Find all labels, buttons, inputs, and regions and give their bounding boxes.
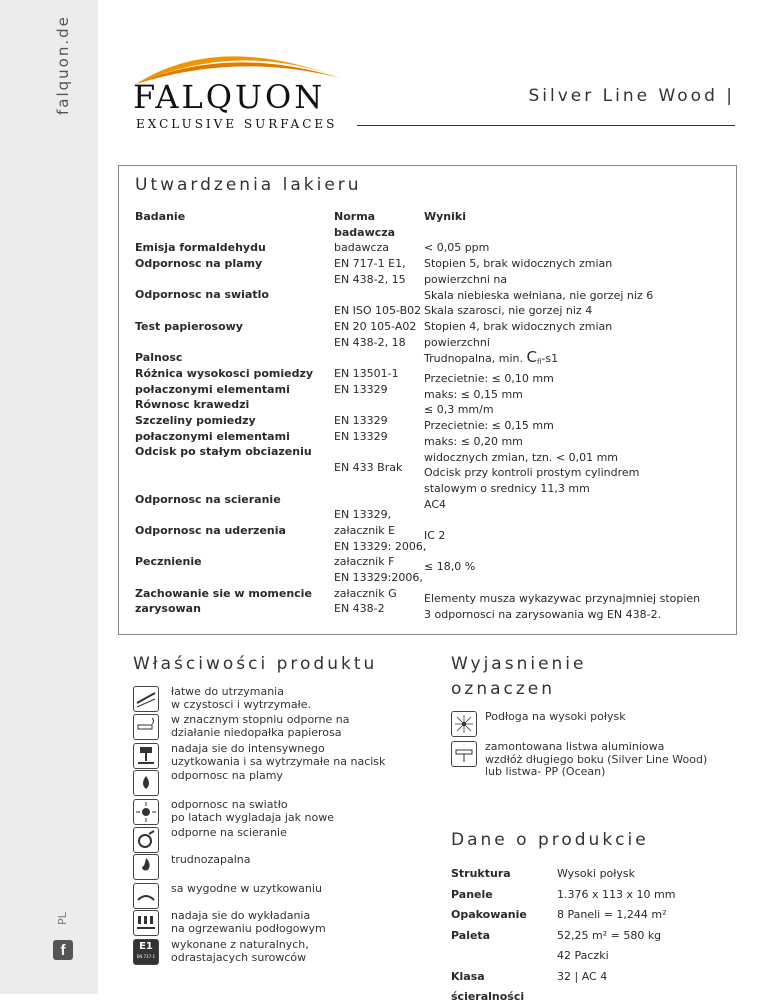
production-value: 52,25 m² = 580 kg (557, 928, 662, 942)
test-name (135, 272, 325, 288)
test-result (424, 418, 734, 434)
test-name: Odpornosc na plamy (135, 257, 263, 271)
test-result (424, 335, 734, 351)
sidebar (0, 0, 98, 994)
header-divider (357, 125, 735, 126)
facebook-icon[interactable]: f (53, 940, 73, 960)
test-result-text: Trudnopalna, min. (424, 352, 524, 366)
test-norm (334, 476, 434, 492)
language-label: PL (56, 912, 69, 925)
test-norm (334, 288, 434, 304)
property-line: odrastajacych surowców (171, 950, 307, 964)
production-row (451, 864, 675, 885)
test-name (135, 460, 325, 476)
property-line: po latach wygladaja jak nowe (171, 810, 335, 824)
test-norm: EN 13329:2006, (334, 571, 423, 585)
e1-label: E1 (139, 941, 153, 952)
test-name: Szczeliny pomiedzy (135, 414, 256, 428)
explanation-title-line2: oznaczen (451, 679, 556, 699)
test-result-text: Przecietnie: ≤ 0,15 mm (424, 419, 554, 433)
test-name: Odpornosc na uderzenia (135, 523, 286, 537)
test-result (424, 303, 734, 319)
explanation-text (485, 741, 745, 779)
test-name: połaczonymi elementami (135, 429, 290, 443)
test-result-text: powierzchni na (424, 272, 508, 286)
test-result (424, 497, 734, 513)
production-title: Dane o produkcie (451, 830, 649, 850)
brand-name: FALQUON (133, 78, 326, 116)
property-line: nadaja sie do intensywnego (171, 742, 325, 755)
test-name (135, 335, 325, 351)
test-result-text: Skala niebieska wełniana, nie gorzej niz 6 (424, 288, 654, 302)
test-result (424, 528, 734, 544)
cigarette-resistant-icon (133, 714, 159, 740)
production-key: Klasa ścieralności (451, 969, 525, 1003)
property-line: sa wygodne w uzytkowaniu (171, 882, 322, 895)
production-key (451, 946, 557, 967)
test-result-text: maks: ≤ 0,15 mm (424, 387, 523, 401)
lacquer-table (118, 165, 737, 635)
test-name: połaczonymi elementami (135, 382, 290, 396)
test-norm: EN 433 Brak (334, 461, 403, 475)
property-line: odpornosc na swiatło (171, 798, 288, 811)
property-line: uzytkowania i sa wytrzymałe na nacisk (171, 754, 386, 768)
stain-resistant-icon (133, 770, 159, 796)
test-result (424, 559, 734, 575)
property-line: na ogrzewaniu podłogowym (171, 921, 326, 935)
test-name: Różnica wysokosci pomiedzy (135, 366, 314, 380)
high-gloss-icon (451, 711, 477, 737)
test-norm: EN 438-2, 15 (334, 272, 406, 286)
test-norm: załacznik E (334, 523, 396, 537)
test-norm: EN 13329 (334, 429, 388, 443)
underfloor-heating-icon (133, 910, 159, 936)
production-row (451, 967, 675, 1008)
production-key: Opakowanie (451, 908, 527, 921)
test-result-text: 3 odpornosci na zarysowania wg EN 438-2. (424, 607, 662, 621)
property-line: odpornosc na plamy (171, 769, 283, 782)
test-norm (334, 350, 434, 366)
test-result-text: Stopien 5, brak widocznych zmian (424, 257, 613, 271)
brand-tagline: EXCLUSIVE SURFACES (136, 117, 338, 131)
comfort-icon (133, 883, 159, 909)
explanation-line: wzdłóż długiego boku (Silver Line Wood) (485, 752, 708, 766)
test-result (424, 256, 734, 272)
header-result: Wyniki (424, 210, 466, 223)
test-result (424, 607, 734, 623)
test-result-text: Elementy musza wykazywac przynajmniej stopien (424, 591, 701, 605)
lacquer-title: Utwardzenia lakieru (135, 175, 362, 195)
test-result (424, 450, 734, 466)
property-text (171, 799, 401, 824)
e1-sublabel: EN 717-1 (136, 954, 156, 959)
production-key: Panele (451, 887, 493, 901)
test-norm: EN 438-2 (334, 602, 385, 616)
test-name (135, 225, 325, 241)
test-norm: EN 13329 (334, 414, 388, 428)
test-result-text: ≤ 0,3 mm/m (424, 403, 494, 417)
test-result (424, 575, 734, 591)
test-name: Odpornosc na swiatlo (135, 288, 269, 302)
test-result (424, 240, 734, 256)
test-norm: EN 20 105-A02 (334, 319, 417, 333)
test-result (424, 350, 734, 371)
test-name (135, 507, 325, 523)
test-name: Test papierosowy (135, 319, 243, 333)
header-test: Badanie (135, 210, 186, 223)
fire-class-main: C (526, 348, 537, 367)
property-text (171, 883, 401, 896)
test-norm: EN 13329: 2006, (334, 539, 427, 553)
light-fast-icon (133, 799, 159, 825)
production-table (451, 864, 675, 1008)
fire-class-suffix: -s1 (541, 352, 559, 366)
production-value: Wysoki połysk (557, 867, 636, 880)
test-norm: EN 717-1 E1, (334, 257, 406, 271)
test-norm: EN ISO 105-B02 (334, 304, 422, 318)
property-line: nadaja sie do wykładania (171, 909, 311, 922)
property-line: łatwe do utrzymania (171, 685, 284, 698)
test-norm: załacznik G (334, 586, 397, 600)
test-name: Palnosc (135, 351, 183, 365)
test-result (424, 434, 734, 450)
test-result (424, 387, 734, 403)
production-key: Paleta (451, 928, 491, 942)
production-value: 1.376 x 113 x 10 mm (557, 887, 676, 901)
test-norm (334, 492, 434, 508)
test-result (424, 544, 734, 560)
property-text (171, 939, 401, 964)
test-result (424, 319, 734, 335)
test-result-text: Przecietnie: ≤ 0,10 mm (424, 372, 554, 386)
properties-title: Właściwości produktu (133, 654, 378, 674)
production-value: 8 Paneli = 1,244 m² (557, 908, 667, 921)
website-url[interactable]: falquon.de (54, 15, 72, 115)
aluminium-edge-icon (451, 741, 477, 767)
test-result-text: AC4 (424, 497, 447, 511)
test-result-text: stalowym o srednicy 11,3 mm (424, 481, 590, 495)
test-result-text: Stopien 4, brak widocznych zmian (424, 319, 613, 333)
test-result (424, 272, 734, 288)
test-name: Równosc krawedzi (135, 398, 250, 412)
test-name: Odcisk po stałym obciazeniu (135, 445, 312, 459)
test-result-text: < 0,05 ppm (424, 241, 490, 255)
explanation-line: zamontowana listwa aluminiowa (485, 740, 665, 753)
production-row (451, 905, 675, 926)
test-norm: badawcza (334, 241, 390, 255)
result-column (424, 209, 734, 622)
test-result-text: ≤ 18,0 % (424, 560, 476, 574)
product-line-title: Silver Line Wood | (528, 86, 735, 106)
test-norm (334, 617, 434, 633)
property-line: w czystosci i wytrzymałe. (171, 697, 311, 711)
test-name (135, 570, 325, 586)
property-line: wykonane z naturalnych, (171, 938, 309, 951)
explanation-title (451, 652, 586, 702)
test-name: Pecznienie (135, 555, 202, 569)
test-result-text: IC 2 (424, 529, 446, 543)
test-norm: EN 13329 (334, 382, 388, 396)
wipe-clean-icon (133, 686, 159, 712)
property-text (171, 770, 401, 783)
test-result (424, 465, 734, 481)
norm-column (334, 209, 434, 633)
test-result (424, 225, 734, 241)
test-norm (334, 445, 434, 461)
test-result (424, 288, 734, 304)
test-norm: EN 13501-1 (334, 367, 399, 380)
explanation-title-line1: Wyjasnienie (451, 654, 587, 674)
test-name: Zachowanie sie w momencie (135, 586, 312, 600)
test-result-text: widocznych zmian, tzn. < 0,01 mm (424, 450, 619, 464)
production-key: Struktura (451, 867, 511, 880)
test-norm: EN 13329, (334, 508, 392, 522)
test-result-text: Odcisk przy kontroli prostym cylindrem (424, 466, 640, 480)
test-name: Odpornosc na scieranie (135, 492, 281, 506)
test-name (135, 539, 325, 555)
property-line: działanie niedopałka papierosa (171, 725, 342, 739)
property-line: odporne na scieranie (171, 826, 287, 839)
property-text (171, 854, 401, 867)
test-result (424, 481, 734, 497)
tests-column (135, 209, 325, 617)
test-name (135, 303, 325, 319)
property-text (171, 743, 401, 768)
explanation-line: lub listwa- PP (Ocean) (485, 765, 606, 778)
fire-class-sub: fl (537, 358, 542, 367)
heavy-use-icon (133, 743, 159, 769)
test-norm: EN 438-2, 18 (334, 335, 406, 349)
property-text (171, 827, 401, 840)
test-norm: załacznik F (334, 555, 395, 569)
production-value: 32 | AC 4 (557, 969, 608, 983)
abrasion-resistant-icon (133, 827, 159, 853)
test-result (424, 371, 734, 387)
property-line: trudnozapalna (171, 853, 251, 866)
flame-retardant-icon (133, 854, 159, 880)
property-text (171, 910, 401, 935)
production-value: 42 Paczki (557, 949, 609, 962)
test-result (424, 402, 734, 418)
property-text (171, 686, 401, 711)
test-result (424, 591, 734, 607)
test-norm (334, 397, 434, 413)
test-name: Emisja formaldehydu (135, 241, 266, 255)
production-row (451, 885, 675, 906)
production-row (451, 926, 675, 947)
property-line: w znacznym stopniu odporne na (171, 713, 350, 726)
test-name: zarysowan (135, 602, 201, 616)
e1-icon (133, 939, 159, 965)
test-result-text: powierzchni (424, 335, 490, 349)
header-norm: Norma badawcza (334, 210, 396, 239)
test-name (135, 476, 325, 492)
explanation-text (485, 711, 745, 724)
explanation-line: Podłoga na wysoki połysk (485, 710, 626, 723)
test-result-text: maks: ≤ 0,20 mm (424, 434, 523, 448)
test-result-text: Skala szarosci, nie gorzej niz 4 (424, 304, 593, 318)
property-text (171, 714, 401, 739)
production-row (451, 946, 675, 967)
test-result (424, 512, 734, 528)
